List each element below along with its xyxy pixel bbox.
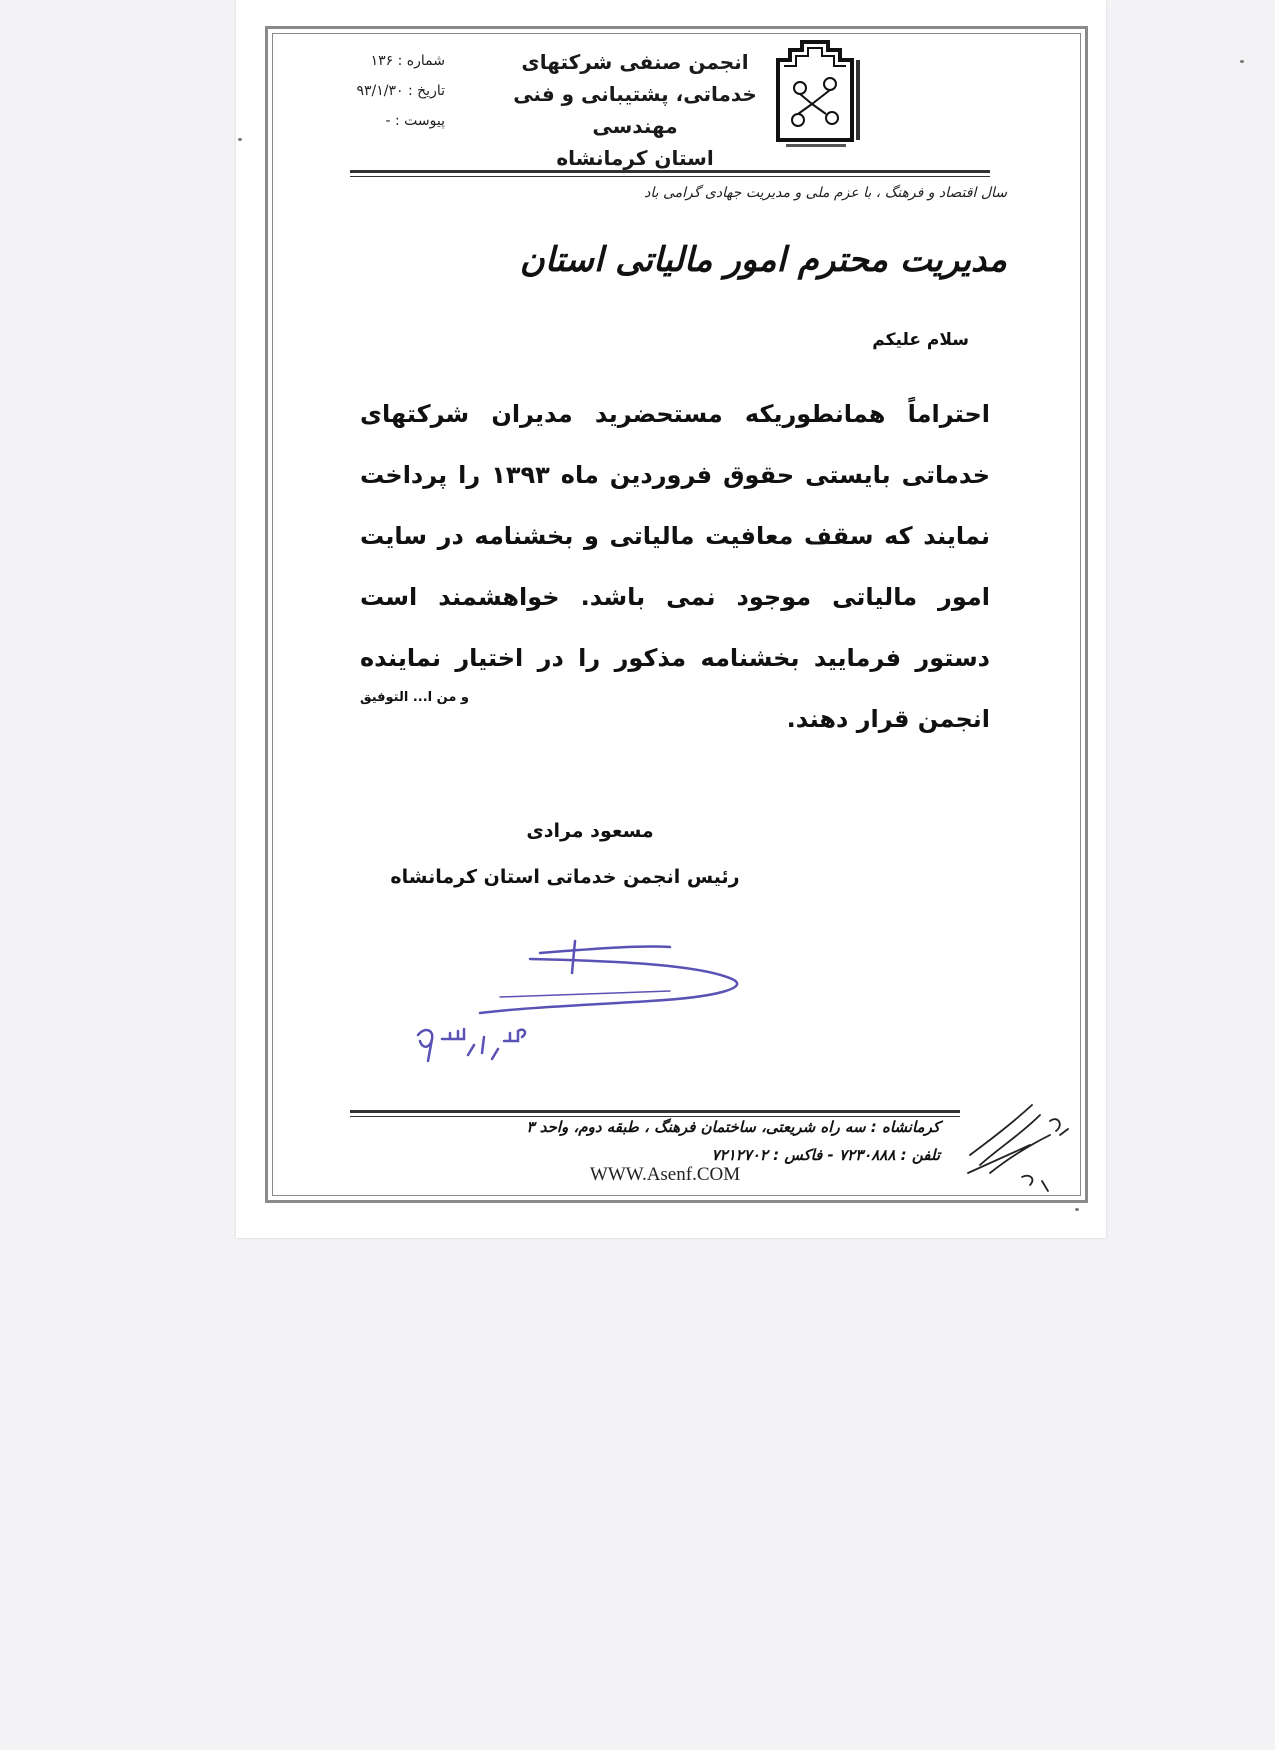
letterhead-title: [500, 46, 770, 174]
closing-phrase: و من ا... التوفیق: [360, 690, 470, 705]
year-slogan: سال اقتصاد و فرهنگ ، با عزم ملی و مدیریت جهادی گرامی باد: [644, 185, 1007, 201]
footer-address: کرمانشاه : سه راه شریعتی، ساختمان فرهنگ ، طبقه دوم، واحد ۳: [526, 1118, 940, 1136]
addressee: مدیریت محترم امور مالیاتی استان: [519, 240, 1007, 280]
signature: [470, 935, 810, 1015]
footer-phone: تلفن : ۷۲۳۰۸۸۸ - فاکس : ۷۲۱۲۷۰۲: [711, 1146, 940, 1164]
handwritten-date-mark: [410, 1015, 550, 1085]
signer-name: مسعود مرادی: [526, 820, 654, 842]
scan-speck: [238, 138, 242, 141]
margin-initials: [960, 1085, 1085, 1200]
letterhead-line-2: خدماتی، پشتیبانی و فنی مهندسی: [513, 82, 757, 138]
signer-title: رئیس انجمن خدماتی استان کرمانشاه: [390, 866, 740, 888]
greeting: سلام علیکم: [872, 330, 969, 350]
footer-contact: [380, 1113, 940, 1169]
letter-date: تاریخ : ۹۳/۱/۳۰: [356, 83, 445, 99]
letter-attachment: پیوست : -: [385, 113, 445, 129]
reference-block: [300, 46, 445, 136]
scan-speck: [1075, 1208, 1079, 1211]
header-divider: [350, 170, 990, 173]
footer-website: WWW.Asenf.COM: [589, 1164, 741, 1185]
letter-number: شماره : ۱۳۶: [370, 53, 445, 69]
header-divider-thin: [350, 176, 990, 177]
association-logo-icon: [768, 40, 868, 155]
letterhead-line-1: انجمن صنفی شرکتهای: [521, 50, 749, 74]
scan-speck: [1240, 60, 1244, 63]
letterhead-line-3: استان کرمانشاه: [556, 146, 714, 170]
letter-body: احتراماً همانطوریکه مستحضرید مدیران شرکتهای خدماتی بایستی حقوق فروردین ماه ۱۳۹۳ را پرداخت نمایند که سقف معافیت مالیاتی و بخشنامه در سایت امور مالیاتی موجود نمی باشد. خواهشمند است دستور فرمایید بخشنامه مذکور را در اختیار نماینده انجمن قرار دهند.: [360, 400, 990, 733]
